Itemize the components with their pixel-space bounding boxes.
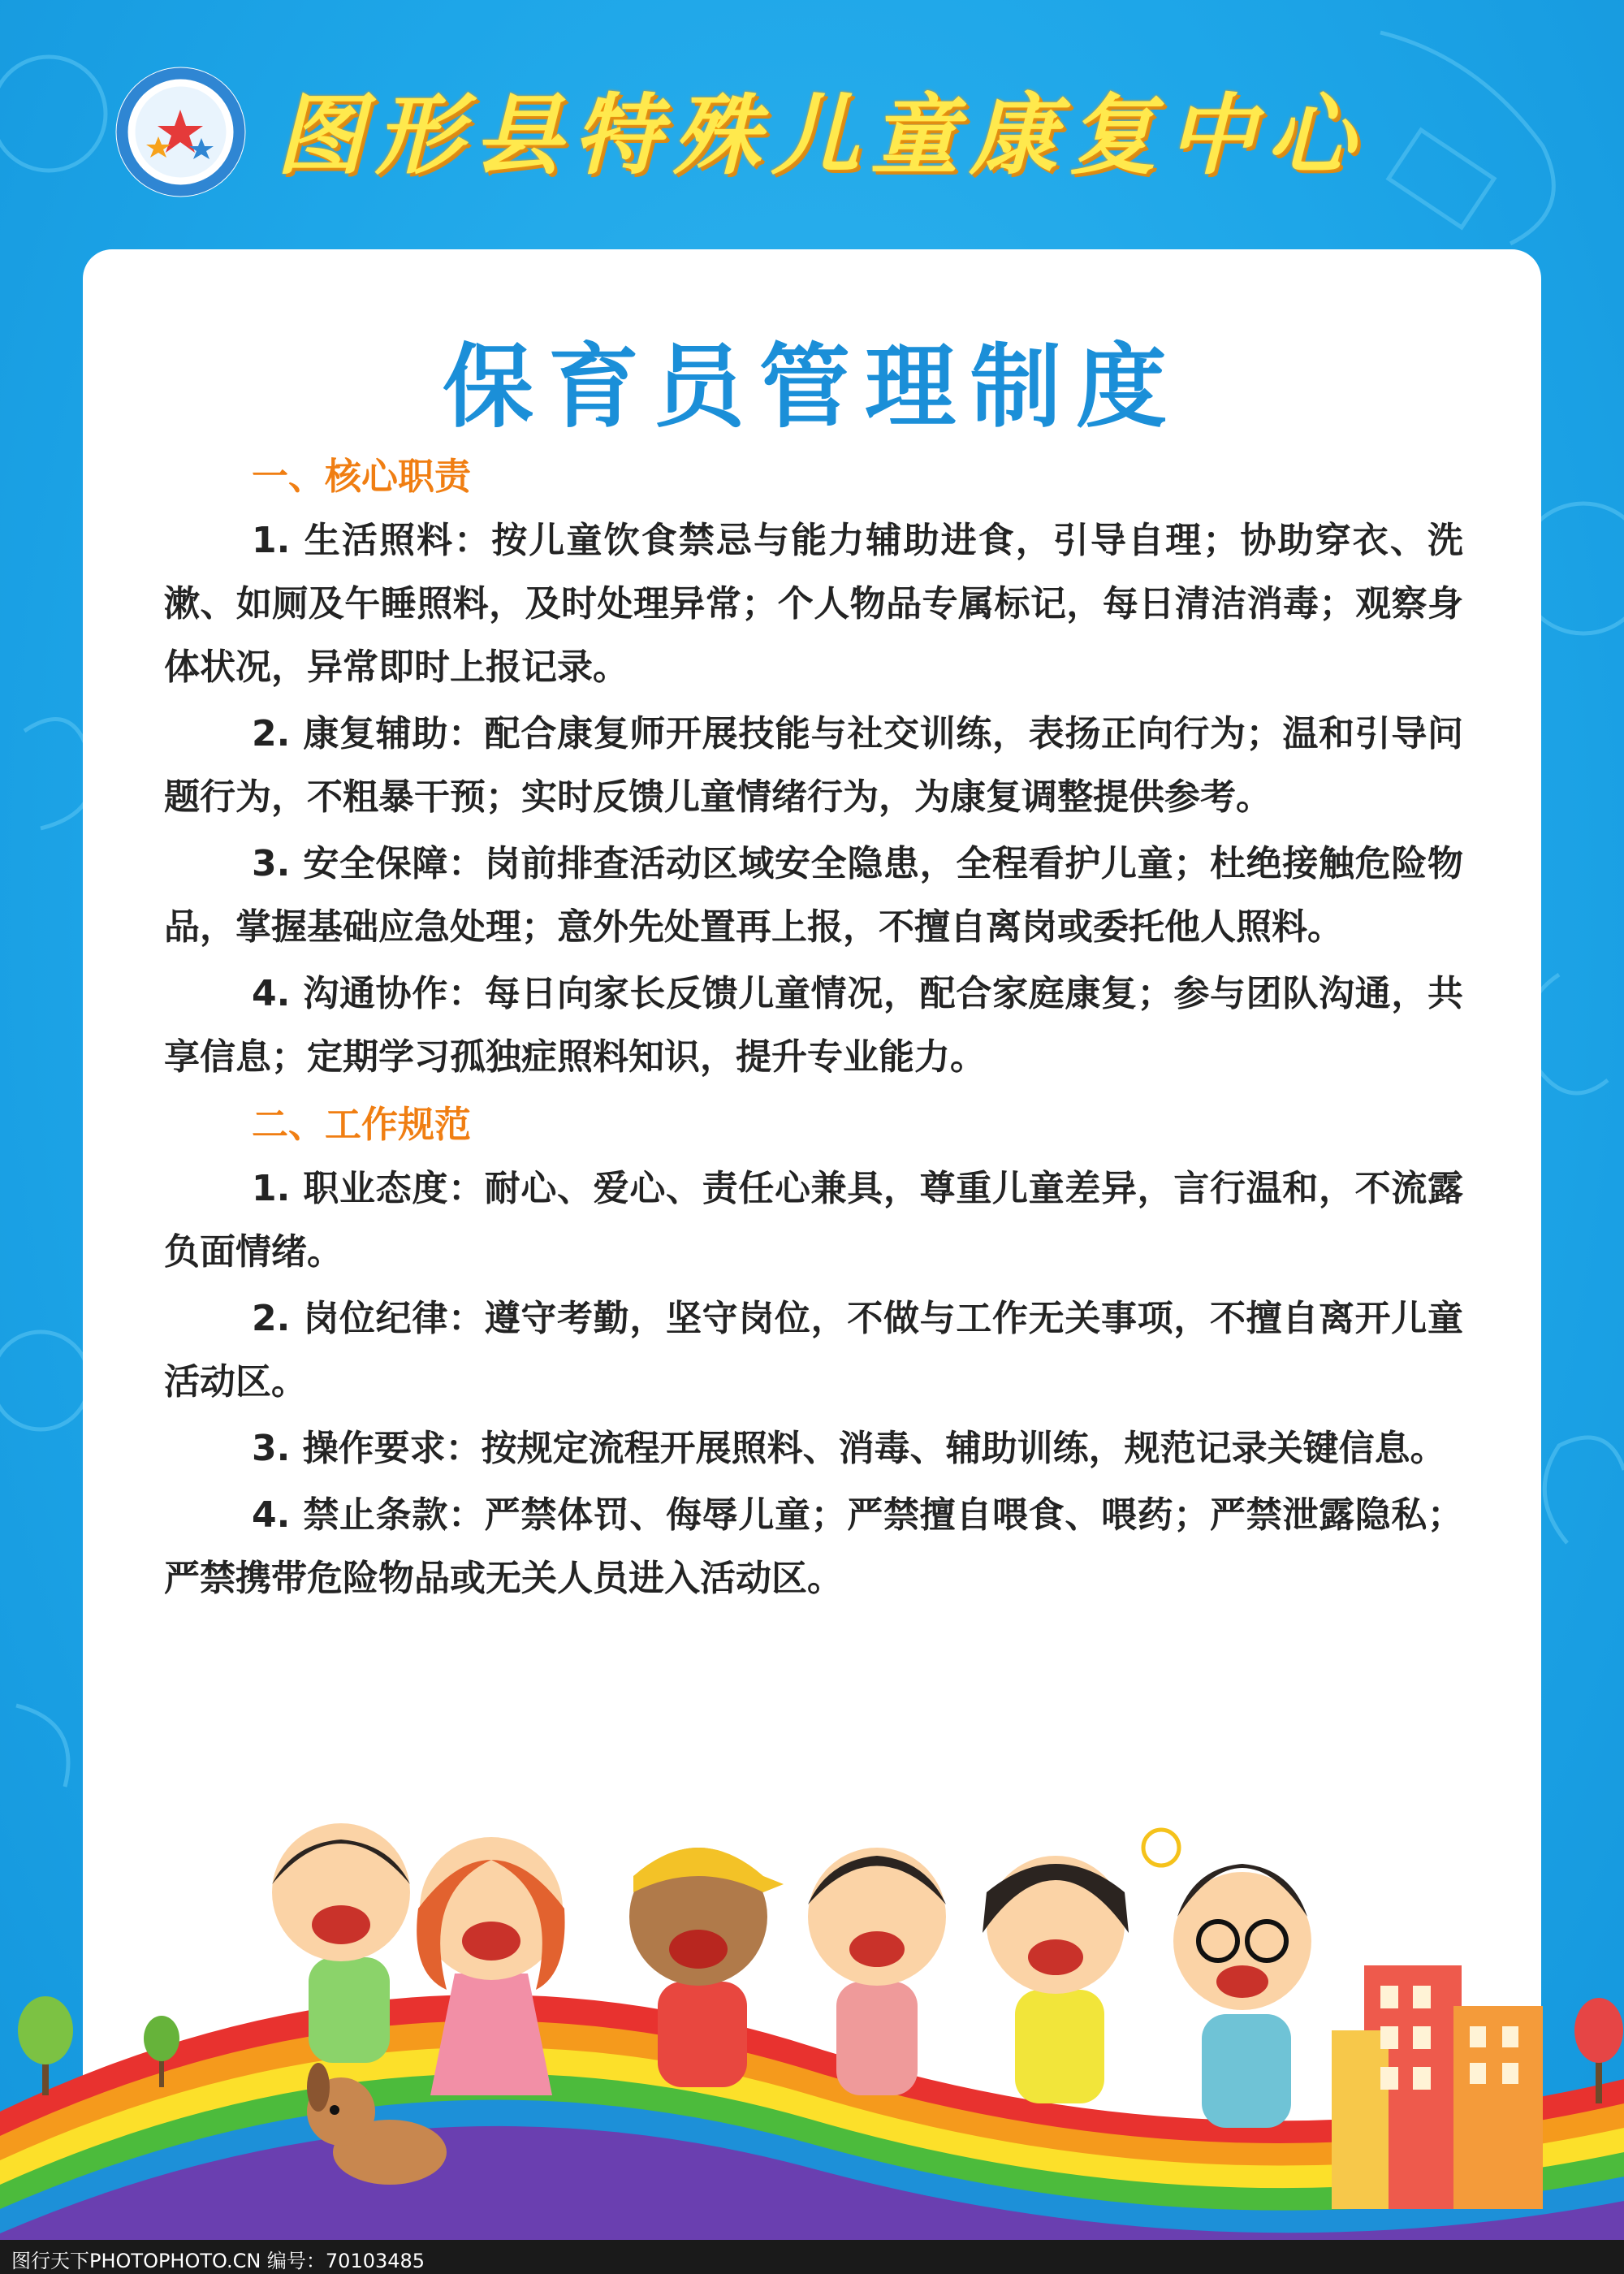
buildings <box>1332 1965 1543 2209</box>
list-item: 1. 生活照料：按儿童饮食禁忌与能力辅助进食，引导自理；协助穿衣、洗漱、如厕及午睡照料，及时处理异常；个人物品专属标记，每日清洁消毒；观察身体状况，异常即时上报记录。 <box>164 520 1463 688</box>
child-figure <box>983 1856 1129 2103</box>
center-logo <box>114 65 248 199</box>
list-item: 4. 沟通协作：每日向家长反馈儿童情况，配合家庭康复；参与团队沟通，共享信息；定期学习孤独症照料知识，提升专业能力。 <box>164 973 1463 1078</box>
child-figure <box>417 1837 564 2095</box>
tree-icon <box>18 1996 73 2095</box>
sun-icon <box>1143 1830 1179 1865</box>
section-heading: 二、工作规范 <box>252 1103 472 1146</box>
list-item: 2. 岗位纪律：遵守考勤，坚守岗位，不做与工作无关事项，不擅自离开儿童活动区。 <box>164 1298 1463 1403</box>
watermark-bar <box>0 2240 1624 2274</box>
cartoon-children-scene <box>0 1770 1624 2274</box>
child-figure <box>1173 1864 1311 2128</box>
watermark-text: 图行天下PHOTOPHOTO.CN 编号：70103485 <box>11 2250 425 2272</box>
list-item: 2. 康复辅助：配合康复师开展技能与社交训练，表扬正向行为；温和引导问题行为，不粗暴干预；实时反馈儿童情绪行为，为康复调整提供参考。 <box>164 713 1463 818</box>
list-item: 1. 职业态度：耐心、爱心、责任心兼具，尊重儿童差异，言行温和，不流露负面情绪。 <box>164 1168 1463 1273</box>
page-title: 保育员管理制度 <box>443 335 1181 440</box>
list-item: 4. 禁止条款：严禁体罚、侮辱儿童；严禁擅自喂食、喂药；严禁泄露隐私；严禁携带危险物品或无关人员进入活动区。 <box>164 1494 1463 1599</box>
center-name: 图形县特殊儿童康复中心 <box>276 84 1367 187</box>
list-item: 3. 操作要求：按规定流程开展照料、消毒、辅助训练，规范记录关键信息。 <box>252 1428 1446 1469</box>
regulation-body <box>164 444 1463 1614</box>
section-heading: 一、核心职责 <box>252 455 472 498</box>
list-item: 3. 安全保障：岗前排查活动区域安全隐患，全程看护儿童；杜绝接触危险物品，掌握基础应急处理；意外先处置再上报，不擅自离岗或委托他人照料。 <box>164 843 1463 948</box>
